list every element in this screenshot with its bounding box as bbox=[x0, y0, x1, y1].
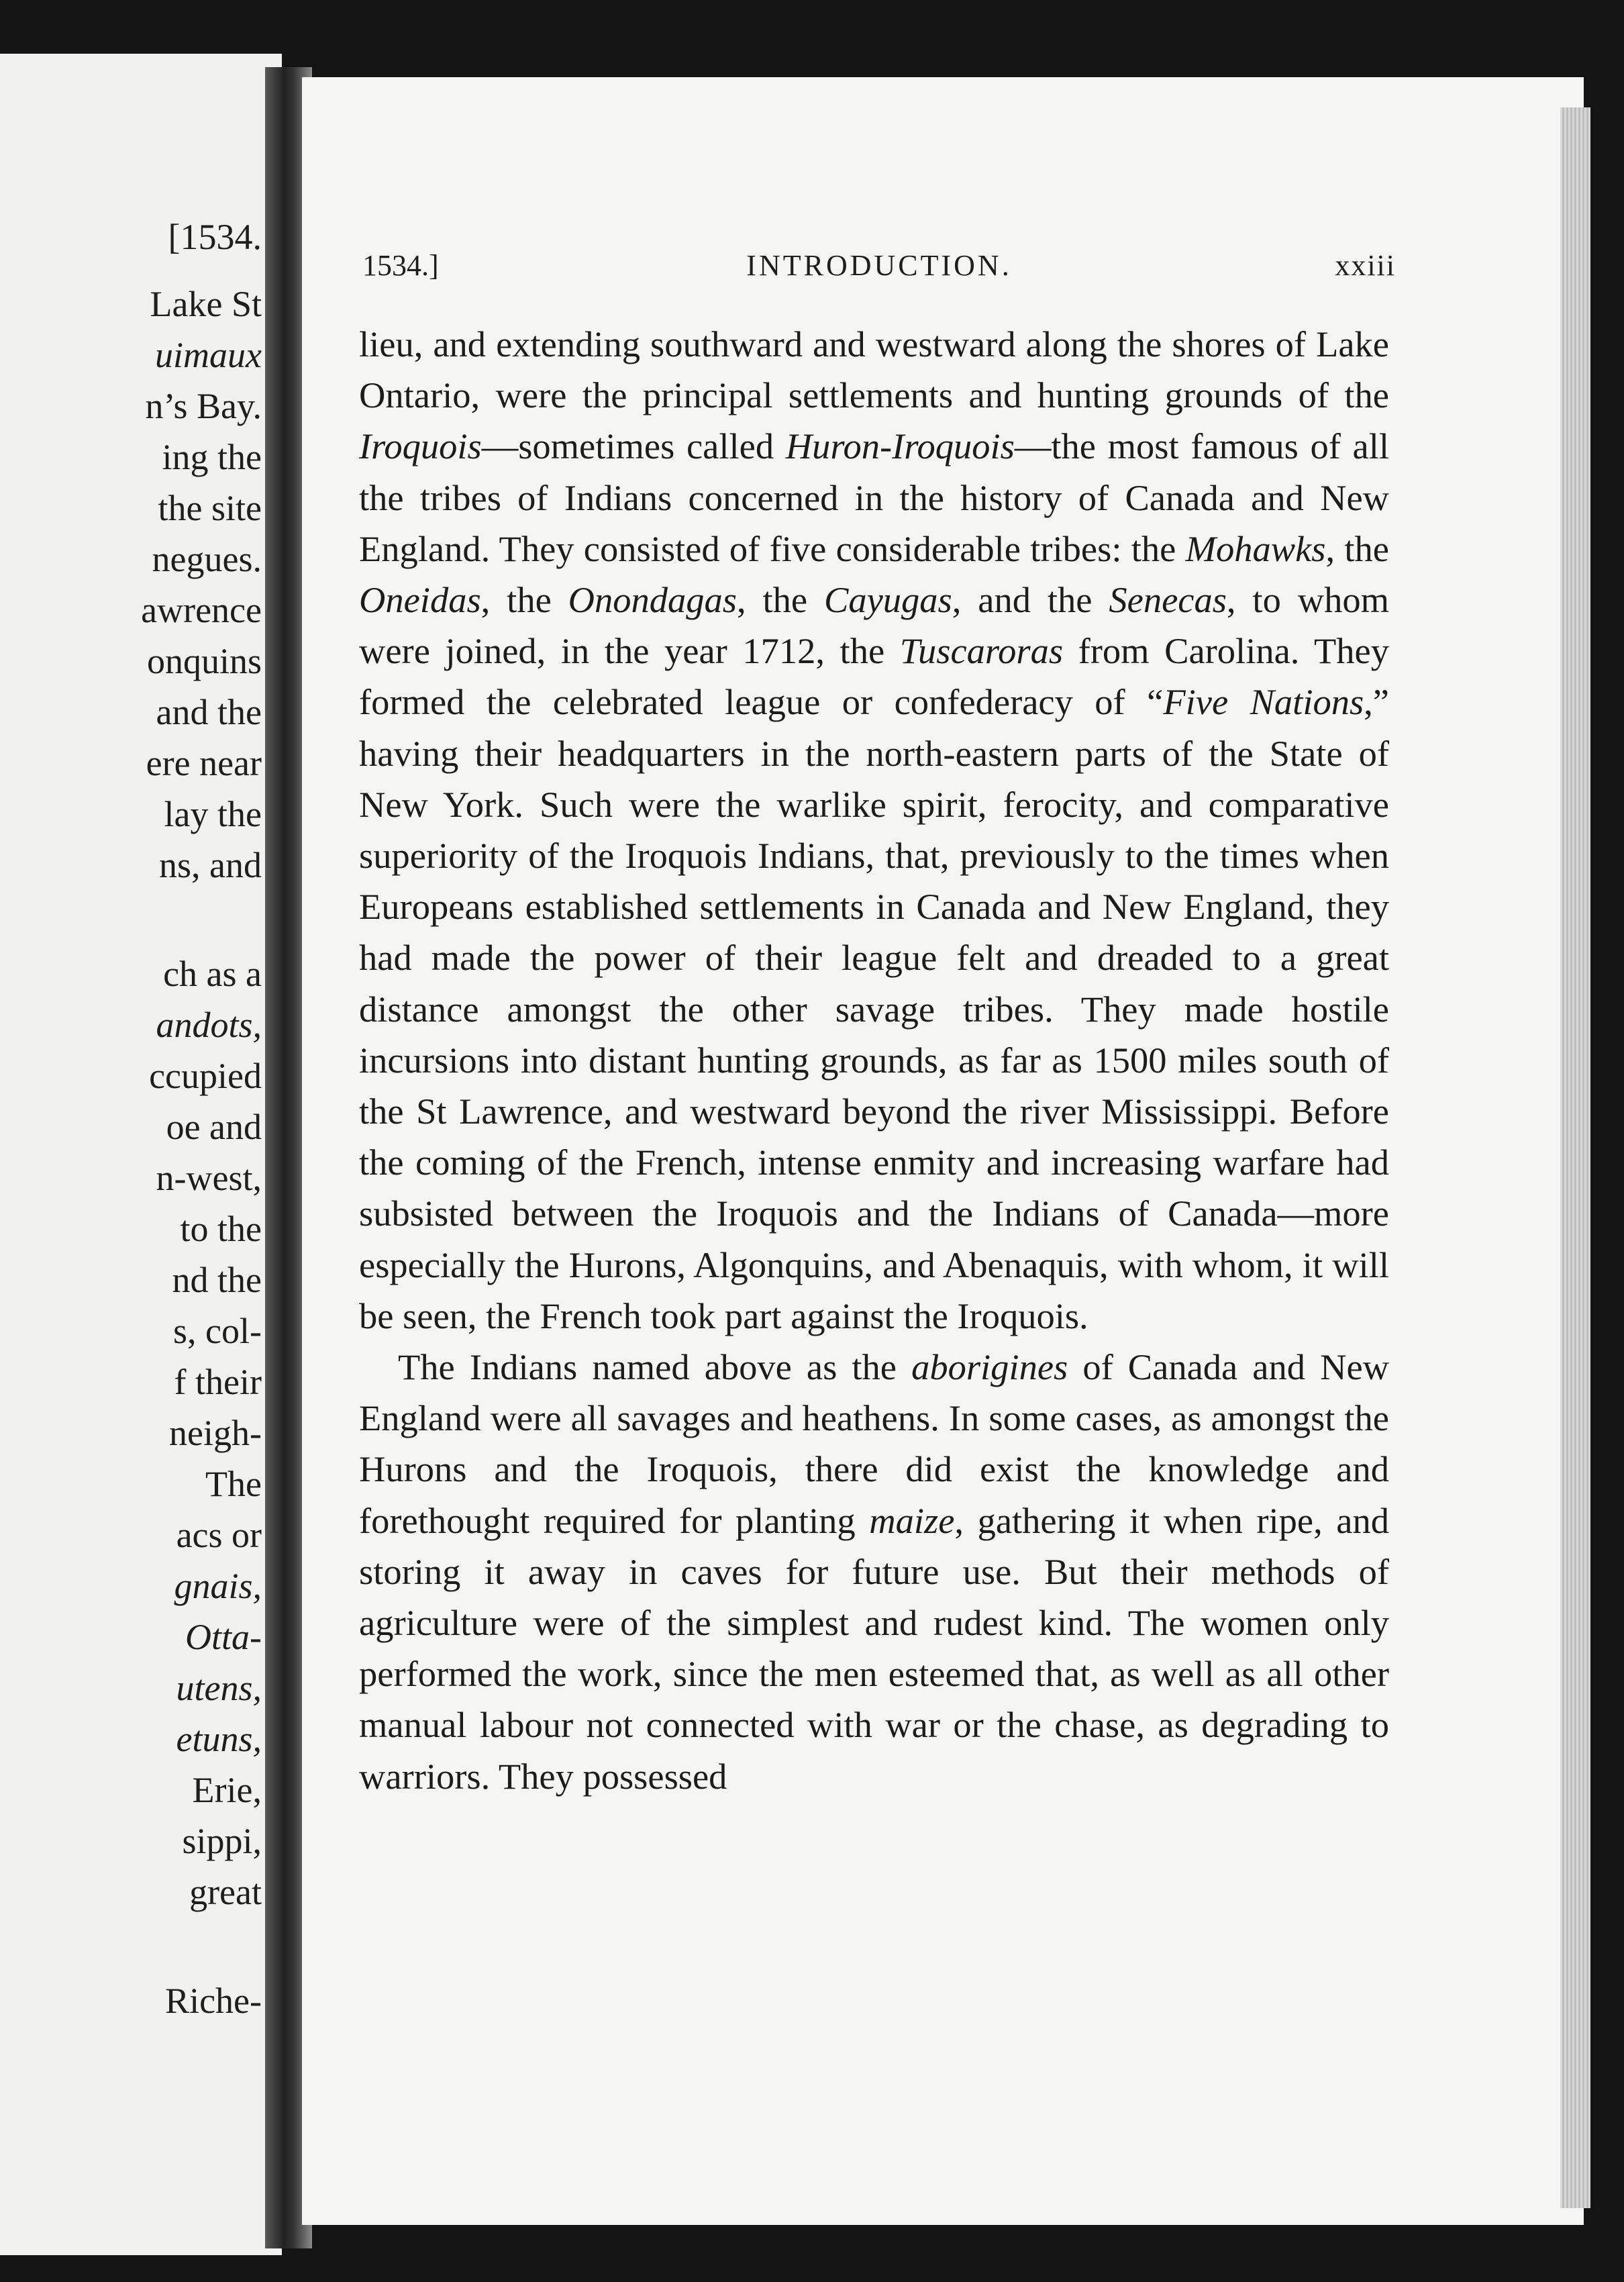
left-page-fragment: n’s Bay. bbox=[145, 386, 262, 426]
italic-term: Tuscaroras bbox=[899, 630, 1064, 672]
left-page-fragment: [1534. bbox=[168, 217, 262, 257]
italic-term: Huron-Iroquois bbox=[785, 426, 1015, 467]
left-page-fragment: Otta- bbox=[185, 1617, 262, 1657]
running-head bbox=[362, 248, 1396, 289]
left-page-fragment: ere near bbox=[146, 743, 262, 783]
italic-term: maize bbox=[869, 1499, 955, 1541]
left-page-fragment: awrence bbox=[141, 590, 262, 630]
left-page-fragment: and the bbox=[156, 692, 262, 732]
left-page-fragment: lay the bbox=[164, 794, 262, 834]
left-page-fragment: great bbox=[189, 1872, 262, 1912]
text-run: , to whom were joined, in the year 1712, the bbox=[359, 579, 1389, 672]
running-head-title: INTRODUCTION. bbox=[746, 249, 1012, 282]
running-head-year: 1534.] bbox=[362, 249, 439, 282]
italic-term: Mohawks bbox=[1185, 528, 1326, 569]
left-page-fragment: neigh- bbox=[169, 1413, 262, 1453]
text-run: from Carolina. They formed the celebrated league or confederacy of “ bbox=[359, 630, 1389, 723]
left-page-fragment: the site bbox=[158, 488, 262, 528]
left-page-fragment: The bbox=[205, 1464, 262, 1504]
italic-term: aborigines bbox=[911, 1346, 1068, 1388]
text-run: , and the bbox=[952, 579, 1109, 621]
text-run: The Indians named above as the bbox=[398, 1346, 912, 1388]
text-run: ,” having their headquarters in the north-eastern parts of the State of New York. Such were the warlike spirit, ferocity, and comparative superiority of the Iroquois Indians, that, previously to the times when Europeans established settlements in Canada and New England, they had made the power of their league felt and dreaded to a great distance amongst the other savage tribes. They made hostile incursions into distant hunting grounds, as far as 1500 miles south of the St Lawrence, and westward beyond the river Mississippi. Before the coming of the French, intense enmity and increasing warfare had subsisted between the Iroquois and the Indians of Canada—more especially the Hurons, Algonquins, and Abenaquis, with whom, it will be seen, the French took part against the Iroquois. bbox=[359, 681, 1389, 1336]
left-page-fragment: negues. bbox=[152, 539, 262, 579]
left-page-fragment: gnais, bbox=[174, 1566, 262, 1606]
italic-term: Oneidas bbox=[359, 579, 481, 621]
text-run: —sometimes called bbox=[481, 426, 786, 467]
left-page-fragment: uimaux bbox=[155, 335, 262, 375]
page-edge bbox=[1560, 107, 1590, 2208]
left-page-fragment: n-west, bbox=[156, 1158, 262, 1198]
left-page-fragment: ns, and bbox=[159, 845, 262, 885]
left-page-fragment: ing the bbox=[162, 437, 262, 477]
left-page-fragment: sippi, bbox=[182, 1821, 262, 1861]
left-page-fragment: etuns, bbox=[176, 1719, 262, 1759]
paragraph-2 bbox=[359, 1342, 1389, 1802]
left-page-fragment: andots, bbox=[156, 1005, 262, 1045]
italic-term: Senecas bbox=[1109, 579, 1227, 621]
text-run: , gathering it when ripe, and storing it away in caves for future use. But their methods of agriculture were of the simplest and rudest kind. The women only performed the work, since the men esteemed that, as well as all other manual labour not connected with war or the chase, as degrading to warriors. They possessed bbox=[359, 1499, 1389, 1797]
left-page-fragment: f their bbox=[174, 1362, 262, 1402]
left-page-fragment: ch as a bbox=[163, 954, 262, 994]
italic-term: Cayugas bbox=[824, 579, 952, 621]
left-page-fragment: ccupied bbox=[149, 1056, 262, 1096]
left-page-fragment: Riche- bbox=[165, 1981, 262, 2021]
paragraph-1 bbox=[359, 319, 1389, 1342]
text-run: of Canada and New England were all savages and heathens. In some cases, as amongst the Hurons and the Iroquois, there did exist the knowledge and forethought required for planting bbox=[359, 1346, 1389, 1541]
left-page-fragment: nd the bbox=[172, 1260, 262, 1300]
text-run: , the bbox=[737, 579, 825, 621]
left-page-fragment: onquins bbox=[146, 641, 262, 681]
left-page-fragment: oe and bbox=[166, 1107, 262, 1147]
italic-term: Five Nations bbox=[1163, 681, 1364, 723]
italic-term: Iroquois bbox=[359, 426, 482, 467]
left-page-fragment: s, col- bbox=[173, 1311, 262, 1351]
left-page-fragment: acs or bbox=[176, 1515, 262, 1555]
left-page-fragment: to the bbox=[180, 1209, 262, 1249]
text-run: , the bbox=[480, 579, 568, 621]
left-page-fragment: Erie, bbox=[192, 1770, 262, 1810]
text-run: —the most famous of all the tribes of Indians concerned in the history of Canada and New England. They consisted of five considerable tribes: the bbox=[359, 426, 1390, 569]
left-page-fragment: utens, bbox=[176, 1668, 262, 1708]
italic-term: Onondagas bbox=[568, 579, 737, 621]
body-text bbox=[359, 319, 1389, 1802]
text-run: , the bbox=[1325, 528, 1389, 569]
text-run: lieu, and extending southward and westward along the shores of Lake Ontario, were the principal settlements and hunting grounds of the bbox=[359, 324, 1389, 416]
left-page bbox=[0, 54, 282, 2255]
left-page-fragment: Lake St bbox=[150, 284, 262, 324]
page-number: xxiii bbox=[1335, 249, 1396, 282]
